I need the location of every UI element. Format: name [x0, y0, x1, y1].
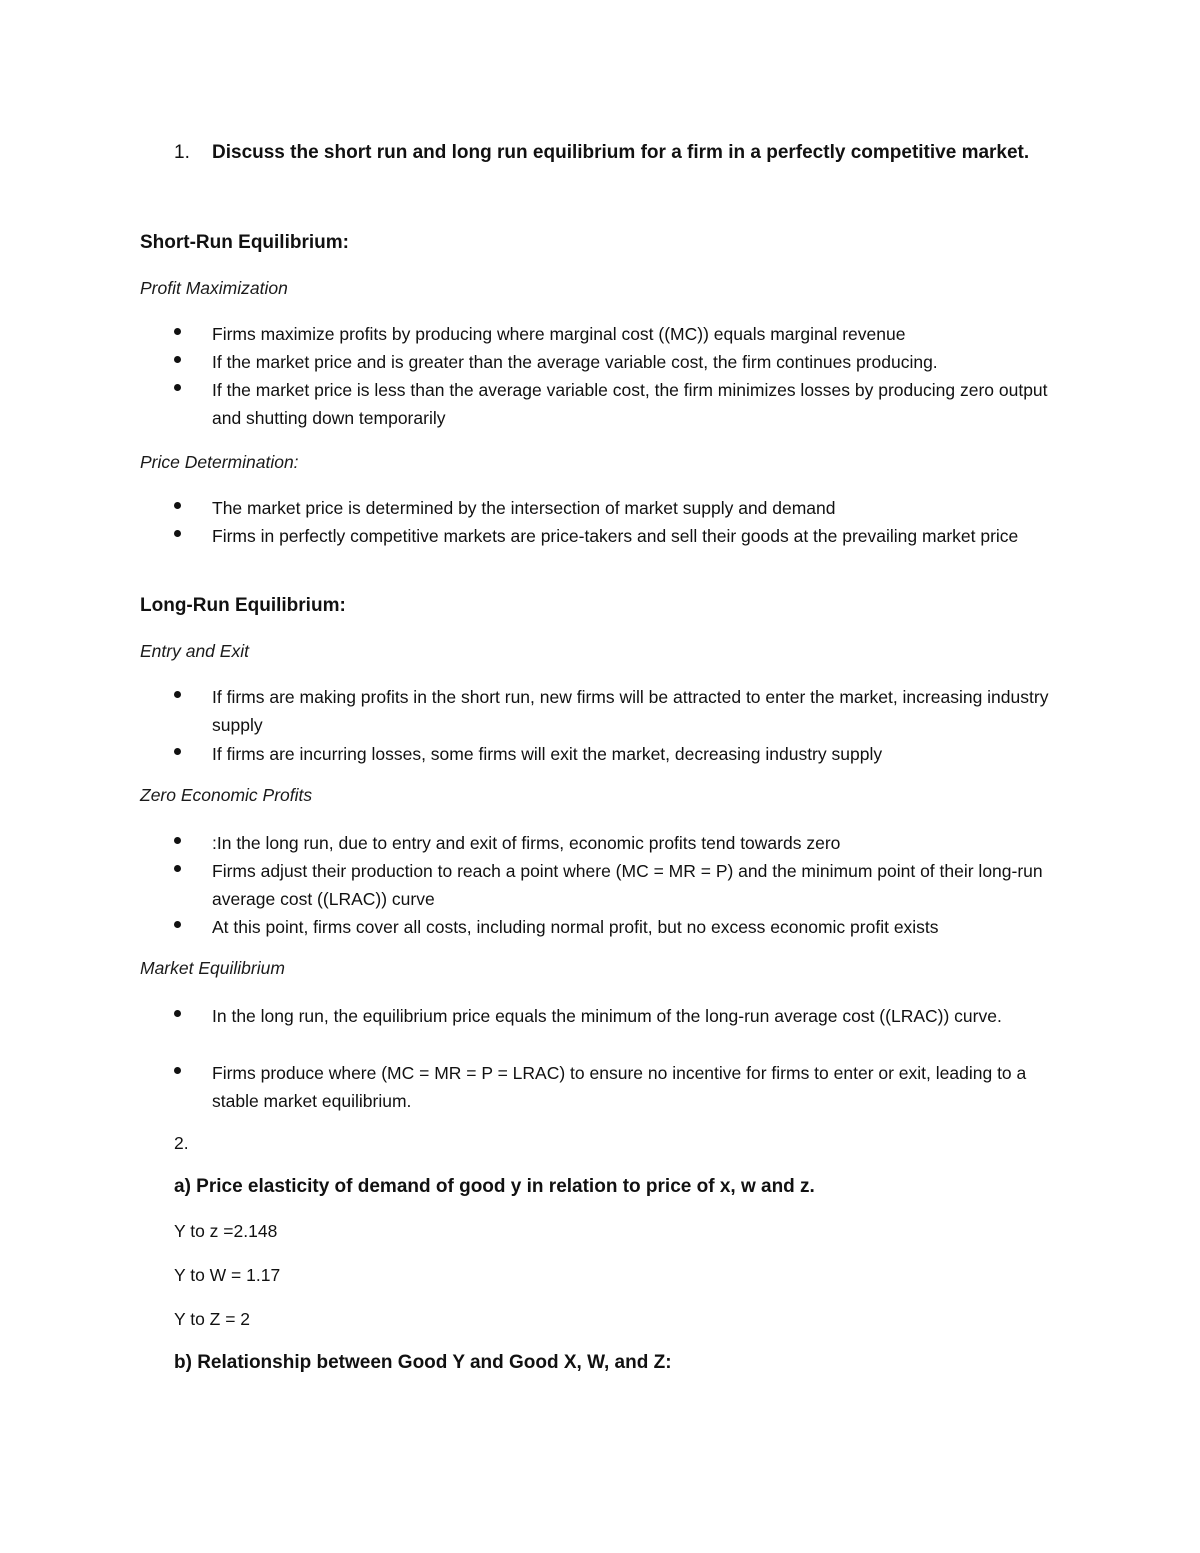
- bullet-icon: [174, 837, 181, 844]
- question-1-number: 1.: [174, 142, 190, 163]
- part-a-heading: a) Price elasticity of demand of good y in relation to price of x, w and z.: [174, 1176, 815, 1197]
- market-equilibrium-subheading: Market Equilibrium: [140, 958, 285, 978]
- bullet-icon: [174, 865, 181, 872]
- part-b-heading: b) Relationship between Good Y and Good X, W, and Z:: [174, 1352, 672, 1373]
- list-item-text: Firms produce where (MC = MR = P = LRAC) to ensure no incentive for firms to enter or exit, leading to a stable market equilibrium.: [212, 1063, 1027, 1111]
- bullet-icon: [174, 328, 181, 335]
- answer-line: Y to z =2.148: [174, 1221, 278, 1241]
- list-item-text: In the long run, the equilibrium price equals the minimum of the long-run average cost ((LRAC)) curve.: [212, 1006, 1002, 1026]
- bullet-icon: [174, 691, 181, 698]
- question-1-text: Discuss the short run and long run equilibrium for a firm in a perfectly competitive market.: [212, 142, 1030, 163]
- profit-maximization-subheading: Profit Maximization: [140, 278, 288, 298]
- list-item-text: If firms are incurring losses, some firms will exit the market, decreasing industry supply: [212, 744, 883, 764]
- bullet-icon: [174, 748, 181, 755]
- list-item-text: Firms adjust their production to reach a point where (MC = MR = P) and the minimum point of their long-run average cost ((LRAC)) curve: [212, 861, 1043, 909]
- list-item-text: Firms in perfectly competitive markets are price-takers and sell their goods at the prevailing market price: [212, 526, 1019, 546]
- bullet-icon: [174, 921, 181, 928]
- bullet-icon: [174, 530, 181, 537]
- bullet-icon: [174, 1067, 181, 1074]
- bullet-icon: [174, 356, 181, 363]
- list-item-text: At this point, firms cover all costs, including normal profit, but no excess economic profit exists: [212, 917, 939, 937]
- question-2-number: 2.: [174, 1133, 189, 1153]
- answer-line: Y to W = 1.17: [174, 1265, 281, 1285]
- list-item-text: Firms maximize profits by producing where marginal cost ((MC)) equals marginal revenue: [212, 324, 906, 344]
- zero-economic-profits-subheading: Zero Economic Profits: [140, 785, 313, 805]
- list-item-text: If the market price is less than the average variable cost, the firm minimizes losses by producing zero output and shutting down temporarily: [212, 380, 1048, 428]
- answer-line: Y to Z = 2: [174, 1309, 251, 1329]
- list-item-text: The market price is determined by the intersection of market supply and demand: [212, 498, 836, 518]
- question-1-heading: [174, 142, 1029, 164]
- list-item-text: If the market price and is greater than the average variable cost, the firm continues producing.: [212, 352, 938, 372]
- bullet-icon: [174, 1010, 181, 1017]
- long-run-heading: Long-Run Equilibrium:: [140, 595, 346, 616]
- short-run-heading: Short-Run Equilibrium:: [140, 232, 349, 253]
- entry-exit-subheading: Entry and Exit: [140, 641, 249, 661]
- list-item-text: If firms are making profits in the short run, new firms will be attracted to enter the market, increasing industry supply: [212, 687, 1049, 735]
- list-item-text: :In the long run, due to entry and exit of firms, economic profits tend towards zero: [212, 833, 841, 853]
- bullet-icon: [174, 502, 181, 509]
- bullet-icon: [174, 384, 181, 391]
- price-determination-subheading: Price Determination:: [140, 452, 299, 472]
